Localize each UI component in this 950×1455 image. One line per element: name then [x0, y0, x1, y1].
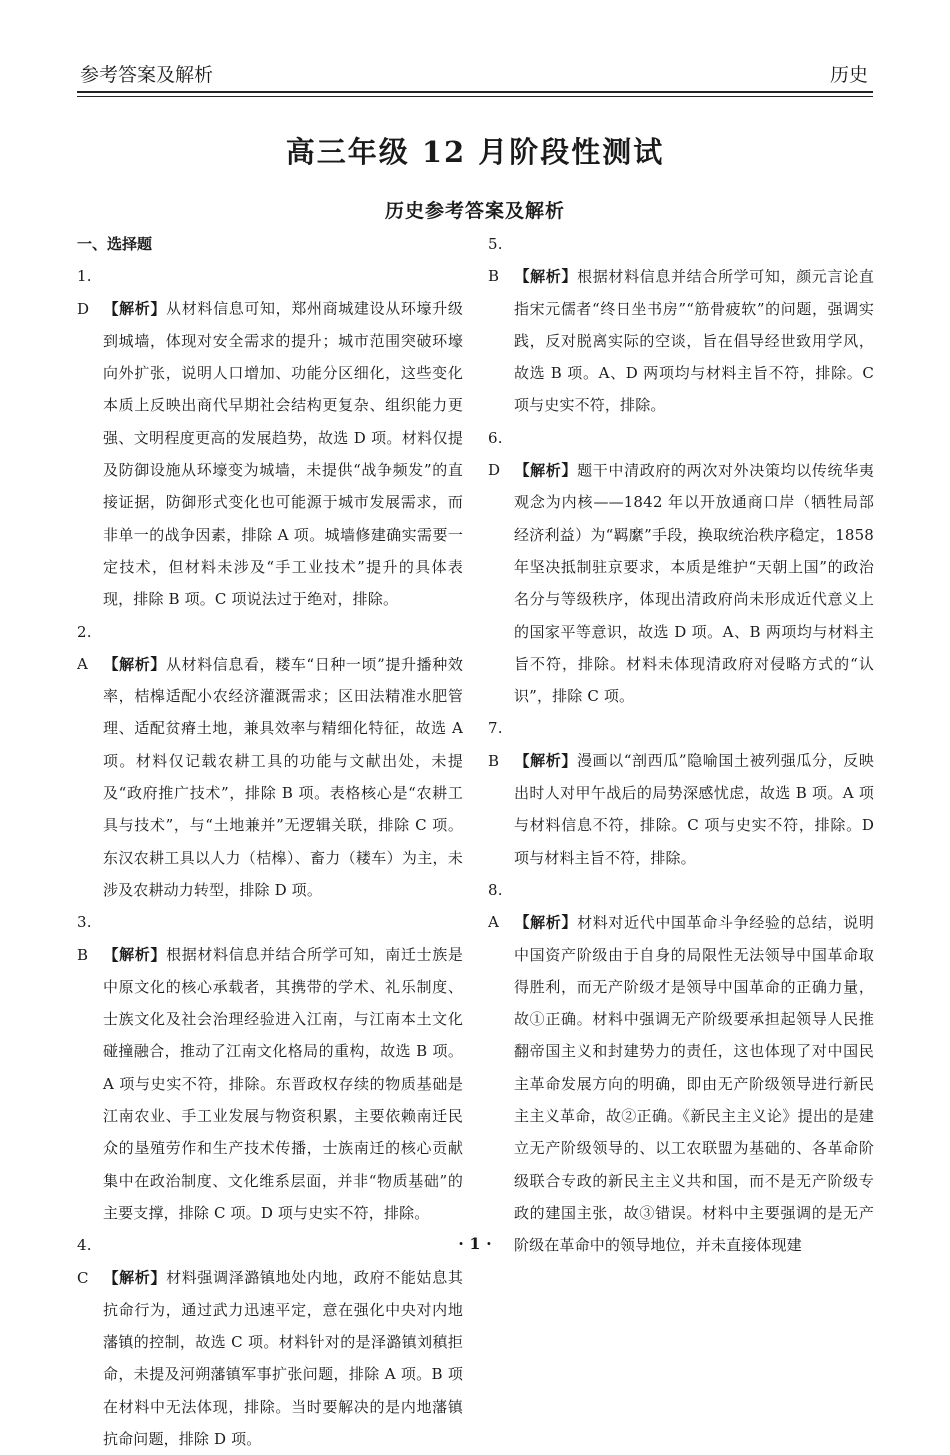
analysis-tag: 【 解析 】 — [514, 267, 577, 285]
answer-item-6 — [488, 422, 874, 713]
answer-text: 根据材料信息并结合所学可知，颜元言论直指宋元儒者“终日坐书房”“筋骨疲软”的问题，强调实践，反对脱离实际的空谈，旨在倡导经世致用学风，故选 B 项。A、D 两项均与材料主旨不符，排除。C 项与史实不符，排除。 — [514, 267, 874, 415]
answer-number: 2. A — [77, 622, 92, 673]
analysis-tag: 【 解析 】 — [103, 1269, 166, 1287]
answer-text: 材料对近代中国革命斗争经验的总结，说明中国资产阶级由于自身的局限性无法领导中国革命取得胜利，而无产阶级才是领导中国革命的正确力量，故①正确。材料中强调无产阶级要承担起领导人民推翻帝国主义和封建势力的责任，这也体现了对中国民主革命发展方向的明确，即由无产阶级领导进行新民主主义革命，故②正确。《新民主主义论》提出的是建立无产阶级领导的、以工农联盟为基础的、各革命阶级联合专政的新民主主义共和国，而不是无产阶级专政的建国主张，故③错误。材料中主要强调的是无产阶级在革命中的领导地位，并未直接体现建 — [514, 913, 874, 1255]
right-column — [488, 228, 874, 1262]
analysis-tag: 【 解析 】 — [103, 655, 166, 673]
analysis-tag: 【 解析 】 — [514, 752, 577, 770]
running-header-left: 参考答案及解析 — [80, 64, 214, 86]
left-column — [77, 228, 463, 1455]
answer-text: 从材料信息看，耧车“日种一顷”提升播种效率，桔槔适配小农经济灌溉需求；区田法精准水肥管理、适配贫瘠土地，兼具效率与精细化特征，故选 A 项。材料仅记载农耕工具的功能与文献出处，未提及“政府推广技术”，排除 B 项。表格核心是“农耕工具与技术”，与“土地兼并”无逻辑关联，排除 C 项。东汉农耕工具以人力（桔槔）、畜力（耧车）为主，未涉及农耕动力转型，排除 D 项。 — [103, 654, 464, 899]
answer-item-5 — [488, 228, 874, 422]
analysis-tag: 【 解析 】 — [514, 461, 577, 479]
header-rule-thin — [77, 96, 873, 97]
answer-text: 从材料信息可知，郑州商城建设从环壕升级到城墙，体现对安全需求的提升；城市范围突破环壕向外扩张，说明人口增加、功能分区细化，这些变化本质上反映出商代早期社会结构更复杂、组织能力更强、文明程度更高的发展趋势，故选 D 项。材料仅提及防御设施从环壕变为城墙，未提供“战争频发”的直接证据，防御形式变化也可能源于城市发展需求，而非单一的战争因素，排除 A 项。城墙修建确实需要一定技术，但材料未涉及“手工业技术”提升的具体表现，排除 B 项。C 项说法过于绝对，排除。 — [103, 299, 463, 609]
page-number: · 1 · — [458, 1234, 492, 1253]
header-rule-thick — [77, 91, 873, 93]
answer-item-3 — [77, 906, 463, 1229]
answer-text: 根据材料信息并结合所学可知，南迁士族是中原文化的核心承载者，其携带的学术、礼乐制度、士族文化及社会治理经验进入江南，与江南本土文化碰撞融合，推动了江南文化格局的重构，故选 B 项。A 项与史实不符，排除。东晋政权存续的物质基础是江南农业、手工业发展与物资积累，主要依赖南迁民众的垦殖劳作和生产技术传播，士族南迁的核心贡献集中在政治制度、文化维系层面，并非“物质基础”的主要支撑，排除 C 项。D 项与史实不符，排除。 — [103, 945, 463, 1222]
answer-number: 1. D — [77, 267, 92, 318]
answer-number: 7. B — [488, 719, 503, 770]
analysis-tag: 【 解析 】 — [103, 300, 166, 318]
answer-text: 漫画以“剖西瓜”隐喻国土被列强瓜分，反映出时人对甲午战后的局势深感忧虑，故选 B 项。A 项与材料信息不符，排除。C 项与史实不符，排除。D 项与材料主旨不符，排除。 — [514, 751, 875, 867]
answer-text: 题干中清政府的两次对外决策均以传统华夷观念为内核——1842 年以开放通商口岸（牺牲局部经济利益）为“羁縻”手段，换取统治秩序稳定，1858 年坚决抵制驻京要求，本质是维护“天朝上国”的政治名分与等级秩序，体现出清政府尚未形成近代意义上的国家平等意识，故选 D 项。A、B 两项均与材料主旨不符，排除。材料未体现清政府对侵略方式的“认识”，排除 C 项。 — [514, 461, 874, 706]
answer-item-1 — [77, 260, 463, 615]
answer-item-4 — [77, 1229, 463, 1455]
answer-item-2 — [77, 616, 463, 907]
answer-number: 3. B — [77, 913, 92, 964]
section-heading: 一、选择题 — [77, 235, 153, 253]
answer-number: 5. B — [488, 235, 503, 286]
running-header-subject: 历史 — [829, 64, 868, 86]
page-title: 高三年级 12 月阶段性测试 — [285, 135, 665, 169]
analysis-tag: 【 解析 】 — [514, 913, 577, 931]
answer-item-7 — [488, 712, 874, 873]
page-subtitle: 历史参考答案及解析 — [384, 200, 565, 222]
analysis-tag: 【 解析 】 — [103, 946, 166, 964]
answer-number: 6. D — [488, 428, 503, 480]
answer-item-8 — [488, 874, 874, 1262]
answer-number: 8. A — [488, 880, 503, 932]
answer-text: 材料强调泽潞镇地处内地，政府不能姑息其抗命行为，通过武力迅速平定，意在强化中央对内地藩镇的控制，故选 C 项。材料针对的是泽潞镇刘稹拒命，未提及河朔藩镇军事扩张问题，排除 A 项。B 项在材料中无法体现，排除。当时要解决的是内地藩镇抗命问题，排除 D 项。 — [103, 1268, 463, 1448]
answer-number: 4. C — [77, 1236, 92, 1287]
